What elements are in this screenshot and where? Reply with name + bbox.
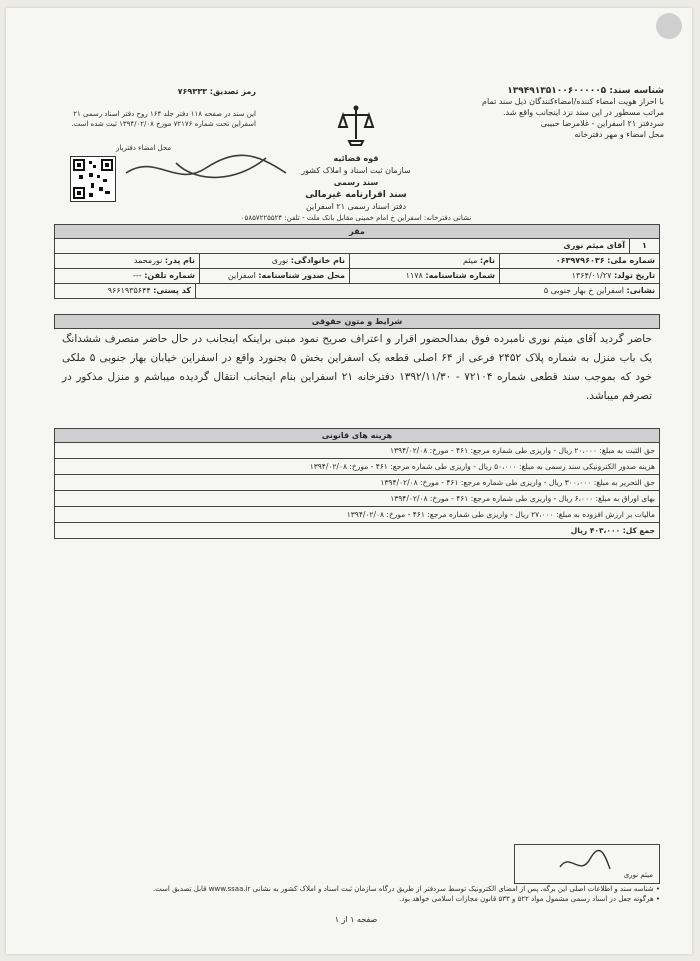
header-right — [414, 86, 664, 140]
party-name: آقای میثم نوری — [563, 241, 625, 250]
page-number: صفحه ۱ از ۱ — [334, 915, 378, 924]
party-address: اسفراین خ بهار جنوبی ۵ — [543, 286, 624, 295]
office-name: دفتر اسناد رسمی ۲۱ اسفراین — [305, 202, 407, 211]
party-signature-box — [514, 844, 660, 884]
phone: --- — [133, 271, 142, 280]
footer-line-0: • شناسه سند و اطلاعات اصلی این برگه، پس از امضای الکترونیک توسط سردفتر از طریق درگاه سازمان ثبت اسناد و املاک کشور به نشانی www.ssaa.ir قابل تصدیق است. — [152, 885, 660, 893]
fee-row-4: مالیات بر ارزش افزوده به مبلغ: ۲۷،۰۰۰ ریال - واریزی طی شماره مرجع: ۴۶۱ - مورخ: ۱۳۹۴/۰۲/۰۸ — [55, 507, 659, 523]
corner-seal — [656, 13, 682, 39]
cert-no-label: شماره شناسنامه: — [425, 271, 495, 280]
party-row-2 — [55, 269, 659, 284]
last-name: نوری — [271, 256, 289, 265]
fee-row-3: بهای اوراق به مبلغ: ۶،۰۰۰ ریال - واریزی طی شماره مرجع: ۴۶۱ - مورخ: ۱۳۹۴/۰۲/۰۸ — [55, 491, 659, 507]
cert-place-label: محل صدور شناسنامه: — [258, 271, 345, 280]
national-id: ۰۶۳۹۷۹۶۰۳۶ — [555, 256, 605, 265]
footer-line-1: • هرگونه جعل در اسناد رسمی مشمول مواد ۵۲۲ و ۵۳۳ قانون مجازات اسلامی خواهد بود. — [399, 895, 660, 903]
father-name: نورمحمد — [133, 256, 163, 265]
doc-kind: سند رسمی — [333, 178, 379, 187]
party-signature-mark — [555, 847, 615, 879]
footer-notes — [54, 884, 660, 904]
right-line-3: محل امضاء و مهر دفترخانه — [574, 130, 664, 139]
office-address: نشانی دفترخانه: اسفراین خ امام خمینی مقابل بانک ملت - تلفن: ۰۵۸۵۷۲۲۵۵۲۴ — [240, 214, 472, 222]
terms-text: حاضر گردید آقای میثم نوری نامبرده فوق بمدالحضور اقرار و اعتراف صریح نمود مبنی براینکه اینجانب در حال حاضر متصرف ششدانگ یک باب منزل به شماره پلاک ۲۴۵۲ فرعی از ۶۴ اصلی قطعه یک اسفراین بخش ۵ بجنورد واقع در اسفراین خیابان بهار جنوبی ۵ ملکی خود که بموجب سند قطعی شماره ۷۲۱۰۴ - ۱۳۹۲/۱۱/۳۰ دفترخانه ۲۱ اسفراین بنام اینجانب انتقال گردیده میباشم و منزل مذکور در تصرفم میباشد. — [62, 333, 653, 402]
doc-id-line — [414, 86, 664, 96]
phone-label: شماره تلفن: — [144, 271, 195, 280]
party-table — [54, 224, 660, 299]
cert-place: اسفراین — [227, 271, 256, 280]
document-sheet — [6, 8, 692, 954]
right-line-1: مراتب مسطور در این سند نزد اینجانب واقع شد. — [503, 108, 664, 117]
fee-row-2: حق التحریر به مبلغ: ۳۰۰،۰۰۰ ریال - واریزی طی شماره مرجع: ۴۶۱ - مورخ: ۱۳۹۴/۰۲/۰۸ — [55, 475, 659, 491]
fee-total: جمع کل: ۴۰۳،۰۰۰ ریال — [570, 526, 655, 535]
right-line-0: با احراز هویت امضاء کننده/امضاءکنندگان ذیل سند تمام — [482, 97, 664, 106]
birth-label: تاریخ تولد: — [613, 271, 655, 280]
org-name: سازمان ثبت اسناد و املاک کشور — [301, 166, 411, 175]
left-line-1: اسفراین تحت شماره ۷۲۱۷۶ مورخ ۱۳۹۴/۰۲/۰۸ ثبت شده است. — [71, 120, 256, 128]
fee-row-1: هزینه صدور الکترونیکی سند رسمی به مبلغ: ۵۰،۰۰۰ ریال - واریزی طی شماره مرجع: ۴۶۱ - مورخ: ۱۳۹۴/۰۲/۰۸ — [55, 459, 659, 475]
doc-id-label: شناسه سند: — [609, 86, 664, 96]
terms-section — [54, 314, 660, 329]
address-label: نشانی: — [626, 286, 655, 295]
verify-label: رمز تصدیق: — [209, 87, 256, 96]
verify-line — [56, 86, 256, 97]
left-line-0: این سند در صفحه ۱۱۸ دفتر جلد ۱۶۴ روح دفتر اسناد رسمی ۲۱ — [73, 110, 256, 118]
right-line-2: سردفتر ۲۱ اسفراین - غلامرضا حبیبی — [540, 119, 664, 128]
first-name-label: نام: — [479, 256, 495, 265]
doc-title: سند اقرارنامه غیرمالی — [305, 190, 407, 200]
fees-table — [54, 428, 660, 539]
header-center — [286, 103, 426, 213]
party-row-1 — [55, 254, 659, 269]
party-name-row — [55, 239, 659, 254]
cert-no: ۱۱۷۸ — [405, 271, 423, 280]
doc-id-value: ۱۳۹۴۹۱۳۵۱۰۰۶۰۰۰۰۰۵ — [507, 86, 607, 96]
terms-title: شرایط و متون حقوقی — [55, 315, 659, 328]
postal-code: ۹۶۶۱۹۳۵۶۴۴ — [107, 286, 151, 295]
first-name: میثم — [462, 256, 478, 265]
fee-row-0: حق الثبت به مبلغ: ۲۰،۰۰۰ ریال - واریزی طی شماره مرجع: ۴۶۱ - مورخ: ۱۳۹۴/۰۲/۰۸ — [55, 443, 659, 459]
national-id-label: شماره ملی: — [607, 256, 655, 265]
scales-emblem-icon — [337, 103, 375, 149]
verify-value: ۷۶۹۳۳۳ — [177, 87, 207, 96]
birth-date: ۱۳۶۴/۰۱/۲۷ — [571, 271, 612, 280]
postal-label: کد پستی: — [153, 286, 191, 295]
party-index: ۱ — [629, 239, 659, 253]
signer-name: میثم نوری — [623, 871, 653, 879]
party-section-title: مقر — [55, 225, 659, 239]
last-name-label: نام خانوادگی: — [290, 256, 345, 265]
judiciary: قوه قضائیه — [333, 154, 379, 163]
left-line-2: محل امضاء دفتریار — [116, 144, 172, 152]
signature-scribble — [116, 143, 296, 193]
party-row-3 — [55, 284, 659, 298]
fees-title: هزینه های قانونی — [55, 429, 659, 443]
father-label: نام پدر: — [164, 256, 195, 265]
qr-code — [70, 156, 116, 202]
